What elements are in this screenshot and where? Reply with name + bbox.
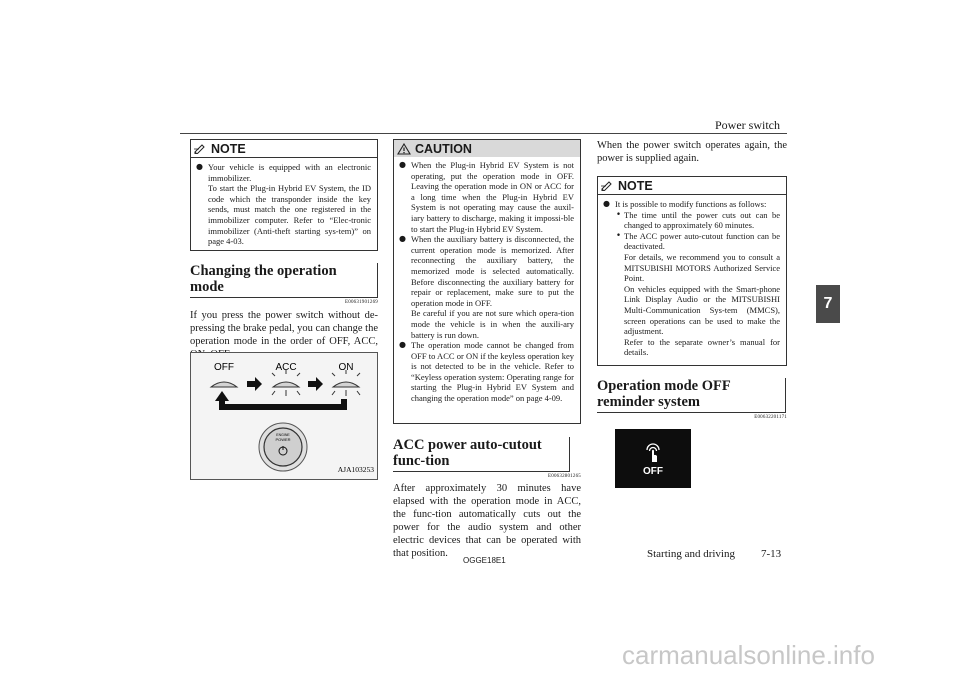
note-body bbox=[191, 158, 377, 251]
chapter-tab: 7 bbox=[816, 285, 840, 323]
figure-code: AJA103253 bbox=[337, 465, 374, 474]
section-paragraph: If you press the power switch without de-pressing the brake pedal, you can change the operation mode in the order of OFF, ACC, bbox=[190, 310, 378, 347]
note-sub-item: • The ACC power auto-cutout function can be deactivated. For details, we recommend you to consult a MITSUBISHI MOTORS Authorized Service Point. On vehicles equipped with the Smart-phone Link Display Audio or the MITSUBISHI Multi-Communication Sys-tem (MMCS), screen operations can be used to make the adjustment. Refer to the separate owner’s manual for details. bbox=[616, 230, 780, 358]
dot-icon: • bbox=[616, 230, 622, 241]
lamp-acc-icon bbox=[272, 370, 300, 396]
caution-item: ● The operation mode cannot be changed from OFF to ACC or ON if the keyless operation key is not detected to be in the vehicle. Refer to “Keyless operation system: Operating range for starting the Plug-in Hybrid EV System and changing the operation mode” on page 4-09. bbox=[399, 340, 574, 404]
section-code: E00631901269 bbox=[345, 300, 378, 305]
arrow-right-icon bbox=[308, 377, 323, 391]
note-item: ● Your vehicle is equipped with an electronic immobilizer. To start the Plug-in Hybrid EV System, the ID code which the transponder inside the key sends, must match the one registered in the immobilizer computer. Refer to “Elec-tronic immobilizer (Anti-theft starting sys-tem)” on page 4-03. bbox=[196, 162, 371, 247]
dot-icon: • bbox=[616, 209, 622, 220]
warning-triangle-icon bbox=[397, 143, 411, 155]
note-sub-item: • The time until the power cuts out can be changed to approximately 60 minutes. bbox=[616, 209, 780, 231]
mode-label-acc: ACC bbox=[275, 362, 297, 373]
right-intro-paragraph: When the power switch operates again, the power is supplied again. bbox=[597, 140, 787, 164]
bullet-icon: ● bbox=[399, 234, 406, 244]
note-pencil-icon bbox=[601, 180, 614, 191]
note-pencil-icon bbox=[194, 143, 207, 154]
caution-item: ● When the Plug-in Hybrid EV System is not operating, put the operation mode in OFF. Leaving the operation mode in ON or ACC for a long time when the Plug-in Hybrid EV System is not operating may cause the auxil-iary battery to discharge, making it impossi-ble to start the Plug-in Hybrid EV System. bbox=[399, 160, 574, 234]
caution-item: ● When the auxiliary battery is disconnected, the current operation mode is memorized. After reconnecting the auxiliary battery, the memorized mode is selected automatically. Before disconnecting the auxiliary battery for repair or replacement, make sure to put the operation mode in OFF. Be careful if you are not sure which opera-tion mode the vehicle is in when the auxili-ary battery is run down. bbox=[399, 234, 574, 340]
section-code: E00632801265 bbox=[548, 474, 581, 479]
svg-text:ENGINE: ENGINE bbox=[276, 433, 290, 437]
lamp-on-icon bbox=[332, 370, 360, 396]
lamp-off-icon bbox=[211, 382, 237, 387]
section-acc-cutout bbox=[393, 437, 581, 560]
note-body bbox=[598, 195, 786, 362]
note-box-left bbox=[190, 139, 378, 251]
operation-mode-figure bbox=[190, 352, 378, 480]
off-reminder-indicator bbox=[615, 429, 691, 488]
bullet-icon: ● bbox=[603, 199, 610, 208]
mode-sequence-diagram bbox=[191, 353, 377, 479]
note-box-right bbox=[597, 176, 787, 366]
mode-label-on: ON bbox=[338, 362, 354, 373]
section-title: Changing the operation mode bbox=[190, 263, 378, 298]
arrow-right-icon bbox=[247, 377, 262, 391]
caution-heading: CAUTION bbox=[394, 140, 580, 157]
note-heading: NOTE bbox=[191, 140, 377, 158]
section-paragraph: After approximately 30 minutes have elapsed with the operation mode in ACC, the func-tion automatically cuts out the power for the audio system and other electric devices that can be operated with that position. bbox=[393, 483, 581, 559]
section-code: E00632201171 bbox=[754, 415, 787, 420]
note-heading: NOTE bbox=[598, 177, 786, 195]
header-rule bbox=[180, 133, 787, 134]
mode-label-off: OFF bbox=[214, 362, 234, 373]
section-title: Operation mode OFF reminder system bbox=[597, 378, 786, 413]
power-switch-icon bbox=[259, 423, 307, 471]
bullet-icon: ● bbox=[399, 160, 406, 169]
bullet-icon: ● bbox=[196, 162, 203, 171]
bullet-icon: ● bbox=[399, 340, 406, 350]
caution-box bbox=[393, 139, 581, 424]
note-item: ● It is possible to modify functions as follows: • The time until the power cuts out can be changed to approximately 60 minutes. • The ACC power auto-cutout function can be deactivated. For details, we recommend you to consult a MITSUBISHI MOTORS Authorized Service Point. On vehicles equipped with the Smart-phone Link Display Audio or the MITSUBISHI Multi-Communication Sys-tem (MMCS), screen operations can be used to make the adjustment. Refer to the separate owner’s manual for details. bbox=[603, 199, 780, 358]
watermark: carmanualsonline.info bbox=[622, 640, 875, 670]
footer-chapter: Starting and driving bbox=[647, 548, 735, 560]
section-title: ACC power auto-cutout func-tion bbox=[393, 437, 570, 472]
touch-hand-icon bbox=[641, 441, 665, 465]
page-header-title: Power switch bbox=[715, 118, 780, 132]
caution-body bbox=[394, 157, 580, 408]
indicator-off-label: OFF bbox=[643, 465, 663, 477]
footer-doc-code: OGGE18E1 bbox=[463, 556, 506, 565]
footer-page-number: 7-13 bbox=[761, 548, 782, 560]
section-changing-mode bbox=[190, 263, 378, 361]
section-off-reminder bbox=[597, 378, 787, 420]
svg-text:POWER: POWER bbox=[275, 437, 291, 442]
return-arrow-icon bbox=[215, 391, 347, 410]
